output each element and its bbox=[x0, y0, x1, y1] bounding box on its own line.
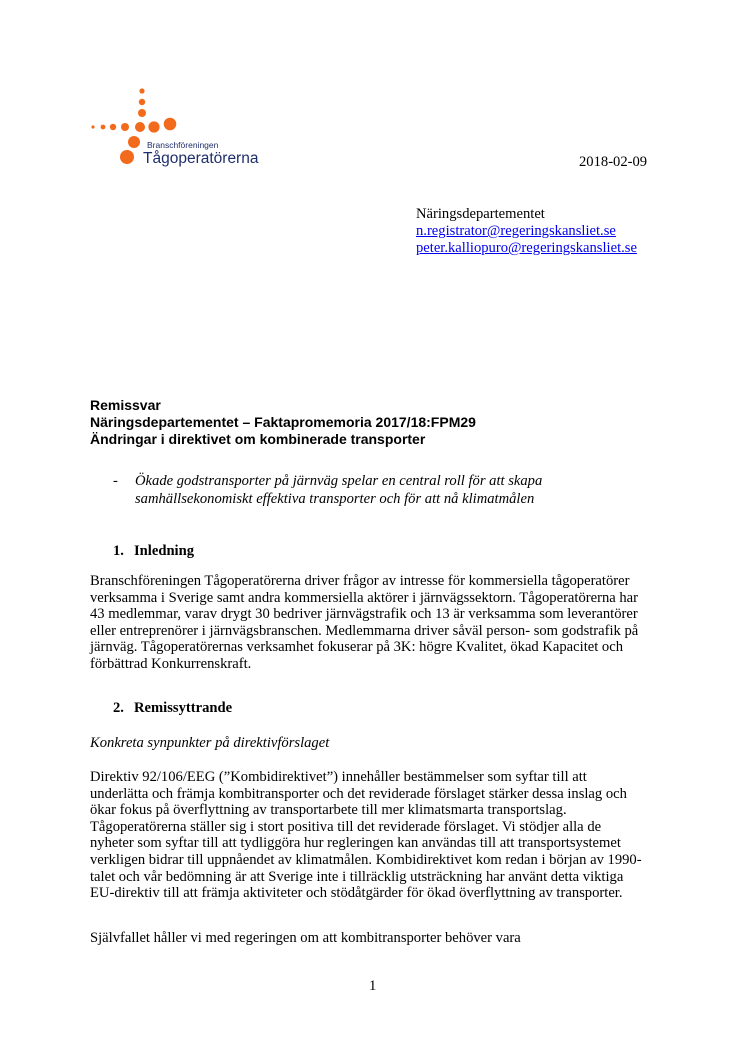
text-line: Direktiv 92/106/EEG (”Kombidirektivet”) innehåller bestämmelser som syftar till att bbox=[90, 769, 587, 785]
text-line: talet och vår bedömning är att Sverige inte i tillräcklig utsträckning har använt detta viktiga bbox=[90, 868, 624, 885]
text-line: underlätta och främja kombitransporter och det reviderade förslaget stärker dessa inslag och bbox=[90, 785, 627, 802]
recipient-email-link[interactable]: n.registrator@regeringskansliet.se bbox=[416, 223, 616, 239]
text-line: EU-direktiv till att främja aktiviteter och stödåtgärder för ökad överflyttning av transporter. bbox=[90, 885, 623, 902]
summary-bullet: - bbox=[113, 473, 118, 489]
text-line: verksamma i Sverige samt andra kommersiella aktörer i järnvägssektorn. Tågoperatörerna har bbox=[90, 589, 639, 606]
section2-paragraph-1 bbox=[90, 769, 642, 902]
document-date: 2018-02-09 bbox=[579, 154, 648, 170]
section1-paragraph bbox=[90, 573, 638, 673]
text-line: Branschföreningen Tågoperatörerna driver frågor av intresse för kommersiella tågoperatörer bbox=[90, 573, 630, 589]
section2-title: Remissyttrande bbox=[134, 700, 233, 716]
logo-org-small: Branschföreningen bbox=[147, 140, 219, 150]
page-number: 1 bbox=[369, 978, 377, 994]
document-headings bbox=[90, 397, 476, 448]
summary-line: Ökade godstransporter på järnväg spelar en central roll för att skapa bbox=[135, 473, 543, 489]
text-line: 43 medlemmar, varav drygt 30 bedriver järnvägstrafik och 13 är verksamma som leverantörer bbox=[90, 606, 638, 623]
text-line: verkligen bidrar till uppnåendet av klimatmålen. Kombidirektivet kom redan i början av 1990- bbox=[90, 851, 642, 868]
section2-subheading: Konkreta synpunkter på direktivförslaget bbox=[90, 735, 330, 751]
text-line: järnväg. Tågoperatörernas verksamhet fokuserar på 3K: högre Kvalitet, ökad Kapacitet och bbox=[90, 639, 623, 656]
recipient-email-link[interactable]: peter.kalliopuro@regeringskansliet.se bbox=[416, 240, 637, 256]
section2-number: 2. bbox=[113, 700, 124, 716]
logo-org-large: Tågoperatörerna bbox=[143, 150, 259, 167]
text-line: Tågoperatörerna ställer sig i stort positiva till det reviderade förslaget. Vi stödjer alla de bbox=[90, 818, 602, 835]
logo bbox=[86, 84, 286, 179]
text-line: eller entreprenörer i järnvägsbranschen. Medlemmarna driver såväl person- som godstrafik på bbox=[90, 622, 639, 639]
summary-line: samhällsekonomiskt effektiva transporter och för att nå klimatmålen bbox=[135, 490, 535, 507]
recipient-block bbox=[416, 206, 637, 257]
text-line: nyheter som syftar till att tydliggöra hur regleringen kan användas till att transportsystemet bbox=[90, 835, 621, 852]
text-line: ökar fokus på överflyttning av transportarbete till mer klimatsmarta transportslag. bbox=[90, 802, 567, 819]
heading-title: Remissvar bbox=[90, 397, 161, 413]
heading-subject: Näringsdepartementet – Faktapromemoria 2017/18:FPM29 bbox=[90, 414, 476, 430]
section2-paragraph-2 bbox=[90, 930, 521, 947]
recipient-name: Näringsdepartementet bbox=[416, 206, 545, 222]
text-line: förbättrad Konkurrenskraft. bbox=[90, 655, 252, 672]
heading-topic: Ändringar i direktivet om kombinerade transporter bbox=[90, 431, 426, 447]
text-line: Självfallet håller vi med regeringen om att kombitransporter behöver vara bbox=[90, 930, 521, 946]
section1-title: Inledning bbox=[134, 543, 195, 559]
summary-text bbox=[135, 473, 542, 508]
section1-number: 1. bbox=[113, 543, 124, 559]
